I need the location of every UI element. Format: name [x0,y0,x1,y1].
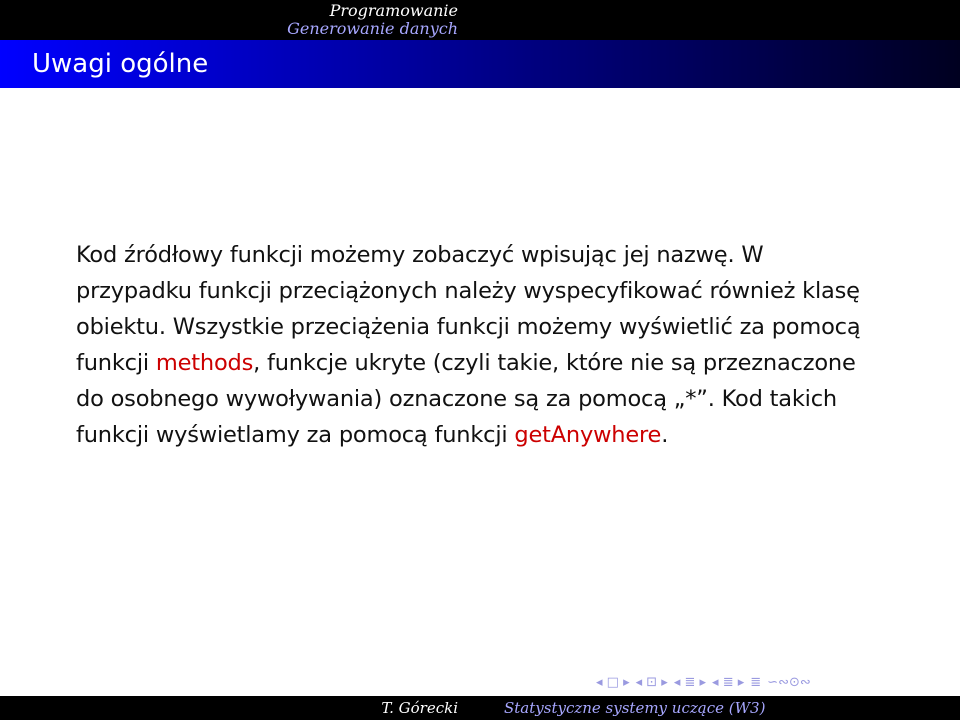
header-section[interactable]: Programowanie [329,1,458,20]
nav-search-icon[interactable]: ∽∾⊙∾ [767,674,811,690]
nav-section-icon[interactable]: ◂ ≣ ▸ [673,674,707,690]
body-text-1: Kod źródłowy funkcji możemy zobaczyć wpisując jej nazwę. W przypadku funkcji przeciążonych należy wyspecyfikować również klasę obiektu. Wszystkie przeciążenia funkcji możemy wyświetlić za pomocą funkcji [76,242,861,376]
footer-bar [0,696,960,720]
nav-subsection-icon[interactable]: ◂ ⊡ ▸ [635,674,668,690]
header-right [480,0,960,40]
frame-title-bar [0,40,960,88]
nav-document-icon[interactable]: ◂ ≣ ▸ [712,674,745,690]
header-navigation [0,0,480,40]
nav-frame-icon[interactable]: ◂ □ ▸ [596,674,630,690]
frame-title: Uwagi ogólne [32,49,209,79]
header-bar [0,0,960,40]
body-text-3: . [661,422,669,448]
body-text-2: , funkcje ukryte (czyli takie, które nie są przeznaczone do osobnego wywoływania) oznaczone są za pomocą „*”. Kod takich funkcji wyświetlamy za pomocą funkcji [76,350,856,448]
code-getanywhere: getAnywhere [514,422,662,448]
footer-title: Statystyczne systemy uczące (W3) [480,696,960,720]
code-methods: methods [155,350,254,376]
beamer-nav-symbols [596,668,956,696]
slide-body [76,237,876,453]
header-subsection[interactable]: Generowanie danych [287,19,458,38]
footer-author: T. Górecki [0,696,480,720]
nav-align-icon[interactable]: ≣ [750,674,762,690]
